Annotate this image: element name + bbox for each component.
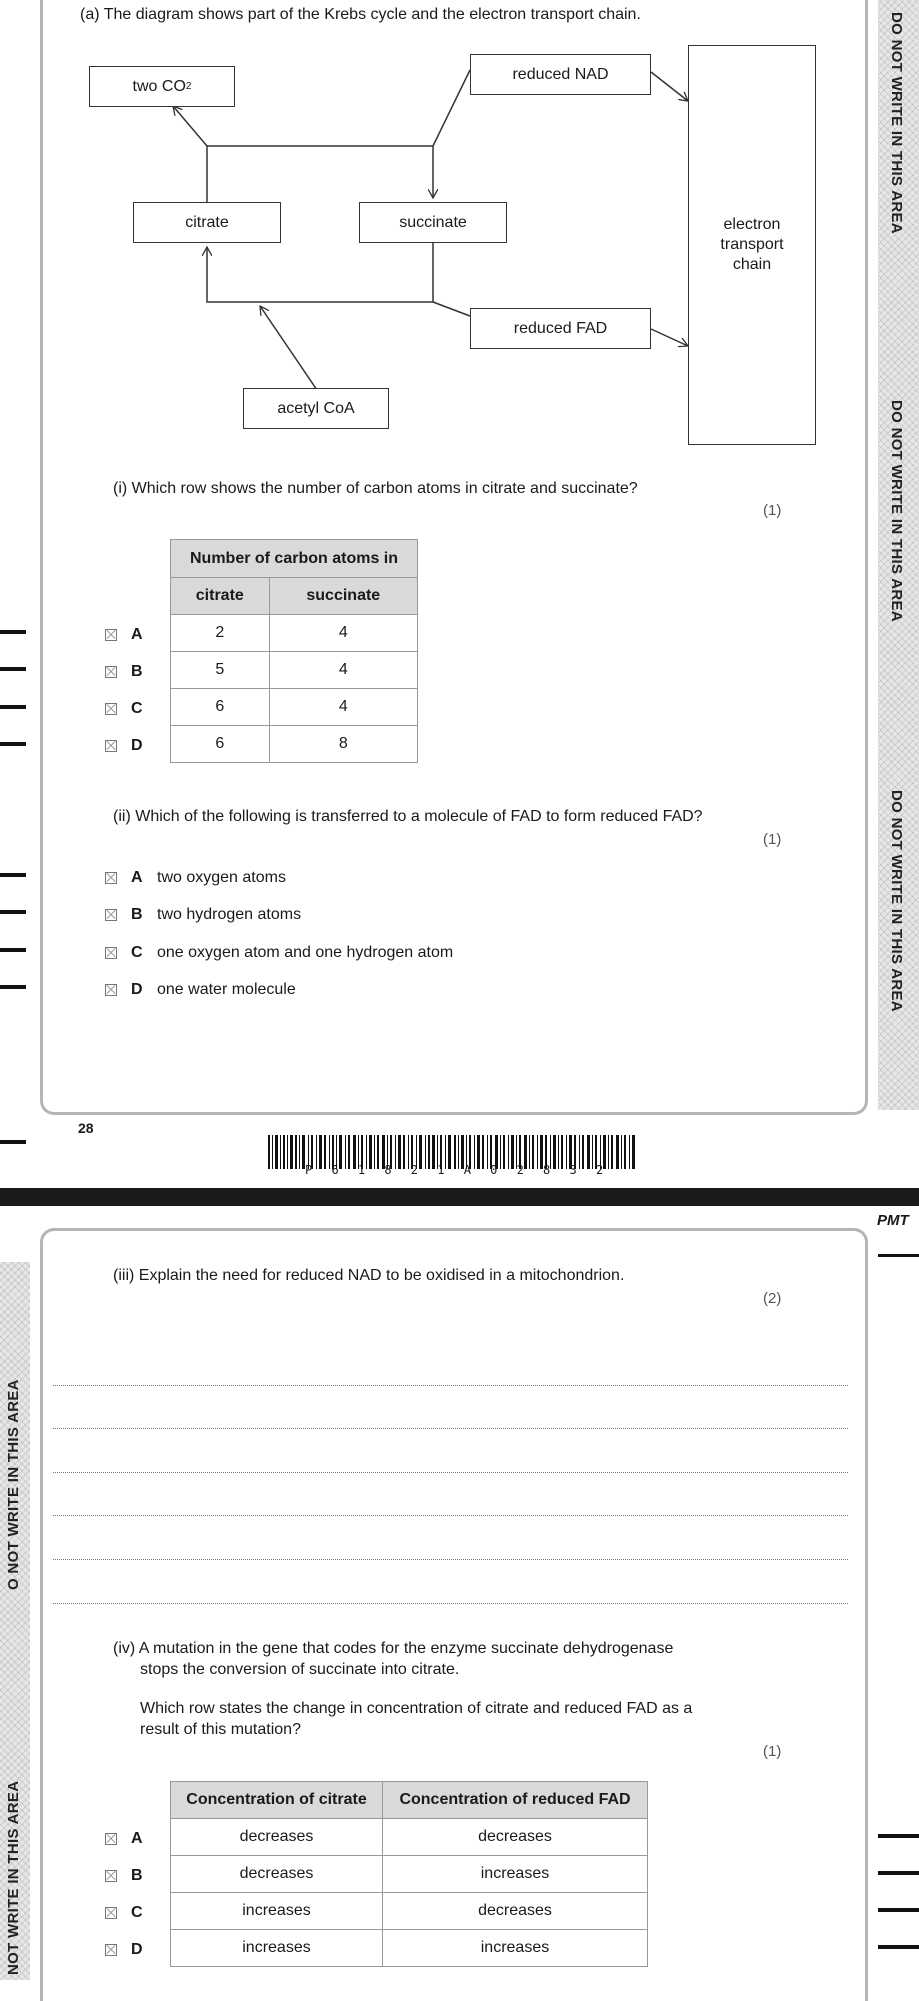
margin-tick bbox=[878, 1908, 919, 1912]
diagram-box-acetyl-coa bbox=[243, 388, 389, 429]
pmt-label: PMT bbox=[877, 1212, 909, 1229]
checkbox-icon[interactable] bbox=[105, 872, 117, 884]
checkbox-icon[interactable] bbox=[105, 984, 117, 996]
diagram-box-succinate bbox=[359, 202, 507, 243]
checkbox-icon[interactable] bbox=[105, 629, 117, 641]
option-text: two hydrogen atoms bbox=[157, 906, 302, 923]
table-cell: increases bbox=[171, 1930, 383, 1967]
margin-tick bbox=[0, 630, 26, 634]
table-header-succinate: succinate bbox=[269, 578, 417, 615]
option-iv-b[interactable] bbox=[105, 1867, 159, 1885]
table-cell: decreases bbox=[171, 1856, 383, 1893]
barcode-text: P 6 1 8 2 1 A 0 2 8 3 2 bbox=[305, 1163, 610, 1177]
table-cell: 8 bbox=[269, 726, 417, 763]
table-cell: decreases bbox=[383, 1819, 648, 1856]
option-letter: D bbox=[131, 1941, 143, 1958]
question-iii-text: (iii) Explain the need for reduced NAD to be oxidised in a mitochondrion. bbox=[113, 1267, 625, 1284]
option-letter: C bbox=[131, 700, 143, 717]
option-letter: D bbox=[131, 737, 143, 754]
option-letter: C bbox=[131, 944, 143, 961]
margin-tick bbox=[0, 948, 26, 952]
carbon-atoms-table bbox=[170, 539, 418, 763]
checkbox-icon[interactable] bbox=[105, 947, 117, 959]
table-cell: 4 bbox=[269, 652, 417, 689]
checkbox-icon[interactable] bbox=[105, 1870, 117, 1882]
acetyl-coa-label: acetyl CoA bbox=[277, 399, 355, 417]
margin-warning-1: DO NOT WRITE IN THIS AREA bbox=[888, 12, 905, 234]
margin-tick bbox=[878, 1871, 919, 1875]
question-i-marks: (1) bbox=[763, 502, 782, 519]
option-letter: B bbox=[131, 906, 143, 923]
margin-tick bbox=[878, 1945, 919, 1949]
margin-tick bbox=[0, 910, 26, 914]
two-co2-label: two CO bbox=[132, 77, 186, 95]
page-separator bbox=[0, 1188, 919, 1206]
checkbox-icon[interactable] bbox=[105, 666, 117, 678]
question-iv-line-4: result of this mutation? bbox=[140, 1721, 301, 1738]
diagram-box-reduced-fad bbox=[470, 308, 651, 349]
table-header-citrate: citrate bbox=[171, 578, 270, 615]
question-iv-marks: (1) bbox=[763, 1743, 782, 1760]
table-header-fad-conc: Concentration of reduced FAD bbox=[383, 1782, 648, 1819]
margin-tick bbox=[0, 985, 26, 989]
option-i-d[interactable] bbox=[105, 737, 159, 755]
answer-line[interactable] bbox=[53, 1472, 848, 1473]
table-cell: 4 bbox=[269, 689, 417, 726]
question-ii-marks: (1) bbox=[763, 831, 782, 848]
table-cell: 4 bbox=[269, 615, 417, 652]
question-iv-line-3: Which row states the change in concentration of citrate and reduced FAD as a bbox=[140, 1700, 693, 1717]
mutation-table bbox=[170, 1781, 648, 1967]
diagram-box-citrate bbox=[133, 202, 281, 243]
table-header-group: Number of carbon atoms in bbox=[171, 540, 418, 578]
diagram-box-electron-transport-chain bbox=[688, 45, 816, 445]
option-letter: A bbox=[131, 626, 143, 643]
table-cell: increases bbox=[383, 1856, 648, 1893]
checkbox-icon[interactable] bbox=[105, 1907, 117, 1919]
option-ii-b[interactable] bbox=[105, 906, 301, 924]
table-cell: 2 bbox=[171, 615, 270, 652]
answer-line[interactable] bbox=[53, 1603, 848, 1604]
table-cell: increases bbox=[171, 1893, 383, 1930]
margin-tick bbox=[0, 667, 26, 671]
checkbox-icon[interactable] bbox=[105, 740, 117, 752]
margin-tick bbox=[0, 873, 26, 877]
reduced-nad-label: reduced NAD bbox=[512, 65, 609, 83]
etc-line-1: electron bbox=[723, 216, 781, 233]
etc-line-2: transport bbox=[720, 236, 784, 253]
succinate-label: succinate bbox=[399, 213, 467, 231]
option-letter: B bbox=[131, 1867, 143, 1884]
option-letter: B bbox=[131, 663, 143, 680]
table-cell: 6 bbox=[171, 726, 270, 763]
reduced-fad-label: reduced FAD bbox=[513, 319, 608, 337]
margin-tick bbox=[0, 742, 26, 746]
answer-line[interactable] bbox=[53, 1559, 848, 1560]
table-cell: 5 bbox=[171, 652, 270, 689]
right-margin-line bbox=[878, 1254, 919, 1257]
option-text: one oxygen atom and one hydrogen atom bbox=[157, 944, 454, 961]
checkbox-icon[interactable] bbox=[105, 703, 117, 715]
option-ii-c[interactable] bbox=[105, 944, 453, 962]
option-letter: C bbox=[131, 1904, 143, 1921]
table-cell: 6 bbox=[171, 689, 270, 726]
question-iv-line-1: (iv) A mutation in the gene that codes for the enzyme succinate dehydrogenase bbox=[113, 1640, 674, 1657]
answer-line[interactable] bbox=[53, 1385, 848, 1386]
two-co2-subscript: 2 bbox=[185, 81, 192, 92]
diagram-box-reduced-nad bbox=[470, 54, 651, 95]
option-text: two oxygen atoms bbox=[157, 869, 286, 886]
option-i-a[interactable] bbox=[105, 626, 159, 644]
option-text: one water molecule bbox=[157, 981, 296, 998]
margin-warning-4: O NOT WRITE IN THIS AREA bbox=[5, 1379, 22, 1590]
etc-line-3: chain bbox=[732, 256, 772, 273]
question-a-intro: (a) The diagram shows part of the Krebs cycle and the electron transport chain. bbox=[80, 6, 641, 23]
answer-line[interactable] bbox=[53, 1428, 848, 1429]
checkbox-icon[interactable] bbox=[105, 1833, 117, 1845]
table-cell: increases bbox=[383, 1930, 648, 1967]
question-iv-line-2: stops the conversion of succinate into citrate. bbox=[140, 1661, 460, 1678]
option-iv-c[interactable] bbox=[105, 1904, 159, 1922]
margin-warning-2: DO NOT WRITE IN THIS AREA bbox=[888, 400, 905, 622]
margin-tick bbox=[878, 1834, 919, 1838]
table-header-citrate-conc: Concentration of citrate bbox=[171, 1782, 383, 1819]
option-iv-a[interactable] bbox=[105, 1830, 159, 1848]
margin-warning-3: DO NOT WRITE IN THIS AREA bbox=[888, 790, 905, 1012]
option-letter: A bbox=[131, 869, 143, 886]
table-cell: decreases bbox=[171, 1819, 383, 1856]
option-iv-d[interactable] bbox=[105, 1941, 159, 1959]
checkbox-icon[interactable] bbox=[105, 1944, 117, 1956]
question-iii-marks: (2) bbox=[763, 1290, 782, 1307]
citrate-label: citrate bbox=[185, 213, 229, 231]
option-letter: A bbox=[131, 1830, 143, 1847]
table-cell: decreases bbox=[383, 1893, 648, 1930]
option-ii-d[interactable] bbox=[105, 981, 296, 999]
checkbox-icon[interactable] bbox=[105, 909, 117, 921]
option-i-c[interactable] bbox=[105, 700, 159, 718]
diagram-box-two-co2 bbox=[89, 66, 235, 107]
answer-line[interactable] bbox=[53, 1515, 848, 1516]
option-ii-a[interactable] bbox=[105, 869, 286, 887]
option-letter: D bbox=[131, 981, 143, 998]
margin-tick bbox=[0, 1140, 26, 1144]
margin-warning-5: NOT WRITE IN THIS AREA bbox=[5, 1780, 22, 1975]
margin-tick bbox=[0, 705, 26, 709]
question-ii-text: (ii) Which of the following is transferred to a molecule of FAD to form reduced FAD? bbox=[113, 808, 703, 825]
page-number: 28 bbox=[78, 1120, 94, 1136]
question-i-text: (i) Which row shows the number of carbon atoms in citrate and succinate? bbox=[113, 480, 638, 497]
option-i-b[interactable] bbox=[105, 663, 159, 681]
